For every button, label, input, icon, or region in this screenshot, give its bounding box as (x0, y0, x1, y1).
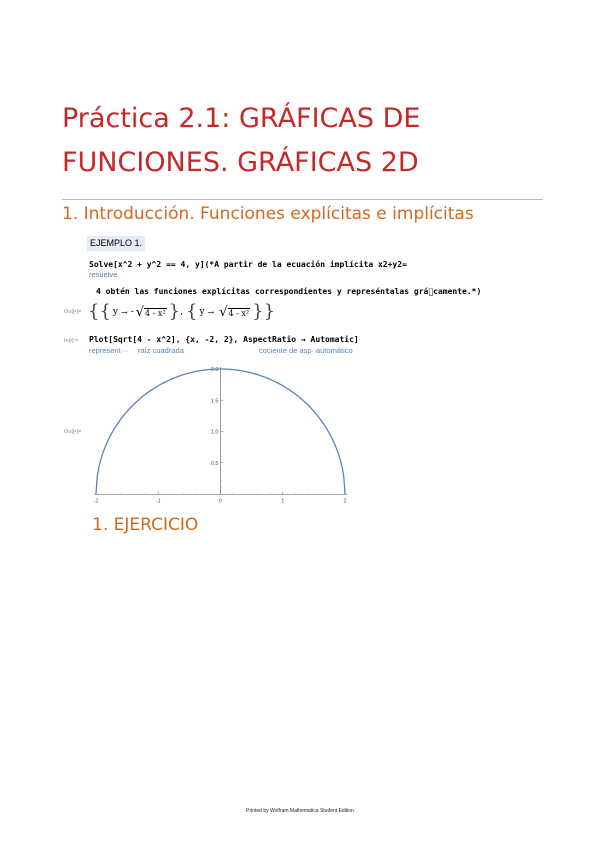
plot-input[interactable]: Plot[Sqrt[4 - x^2], {x, -2, 2}, AspectRatio → Automatic] (89, 335, 359, 344)
semicircle-plot[interactable] (88, 362, 358, 507)
output-label-1: Out[•]= (64, 309, 82, 315)
autocomplete-hint-represent[interactable]: represent··· (89, 346, 129, 355)
solution-separator: , (180, 307, 183, 317)
inner-brace-open-2: { (185, 301, 198, 322)
title-line-2: FUNCIONES. GRÁFICAS 2D (62, 147, 419, 178)
autocomplete-hint-automatico[interactable]: automático (316, 346, 353, 355)
rule-1-arrow: → (121, 307, 128, 317)
autocomplete-hint-cociente[interactable]: cociente de asp··· (259, 346, 320, 355)
solution-rule-2 (199, 306, 250, 319)
autocomplete-hint-raiz-cuadrada[interactable]: raíz cuadrada (138, 346, 184, 355)
sqrt-symbol-icon: √ (219, 304, 228, 320)
x-tick-label: 2 (343, 498, 347, 505)
rule-2-variable: y (199, 307, 205, 317)
y-tick-label: 0.5 (210, 460, 219, 467)
y-tick-label: 1.0 (210, 429, 219, 436)
subsection-title: 1. EJERCICIO (92, 515, 199, 535)
outer-brace-open: { (88, 301, 100, 322)
y-tick-label: 2.0 (210, 367, 219, 373)
solve-input-line-1[interactable]: Solve[x^2 + y^2 == 4, y](*A partir de la ecuación implícita x2+y2= (89, 260, 407, 269)
footer-note: Printed by Wolfram Mathematica Student Edition (246, 808, 354, 814)
solve-output (88, 300, 275, 324)
rule-2-arrow: → (207, 307, 215, 317)
rule-1-sqrt (136, 306, 167, 319)
x-tick-label: -2 (93, 498, 99, 505)
inner-brace-open-1: { (99, 301, 111, 322)
solution-rule-1 (113, 306, 167, 319)
y-tick-label: 1.5 (210, 398, 219, 405)
inner-brace-close-2: } (252, 301, 264, 322)
section-title: 1. Introducción. Funciones explícitas e implícitas (62, 204, 474, 224)
rule-2-radicand: 4 - x² (228, 308, 250, 318)
input-label-2: In[•]:= (64, 338, 79, 344)
title-line-1: Práctica 2.1: GRÁFICAS DE (62, 103, 421, 134)
solve-input-line-2[interactable]: 4 obtén las funciones explícitas correspondientes y represéntalas grá⃞camente.*) (96, 287, 482, 296)
document-title (62, 97, 562, 185)
example-tag[interactable]: EJEMPLO 1. (87, 236, 145, 251)
rule-2-sqrt (219, 306, 250, 319)
outer-brace-close: } (263, 301, 276, 322)
autocomplete-hint-resuelve[interactable]: resuelve (89, 270, 118, 279)
inner-brace-close-1: } (168, 301, 181, 322)
x-tick-label: -1 (155, 498, 161, 505)
rule-1-variable: y (112, 307, 118, 317)
rule-1-sign: - (130, 307, 134, 317)
title-divider (62, 199, 543, 200)
x-tick-label: 0 (218, 498, 223, 505)
output-label-2: Out[•]= (64, 429, 82, 435)
rule-1-radicand: 4 - x² (145, 308, 166, 318)
x-tick-label: 1 (281, 498, 285, 505)
sqrt-symbol-icon: √ (135, 304, 145, 320)
